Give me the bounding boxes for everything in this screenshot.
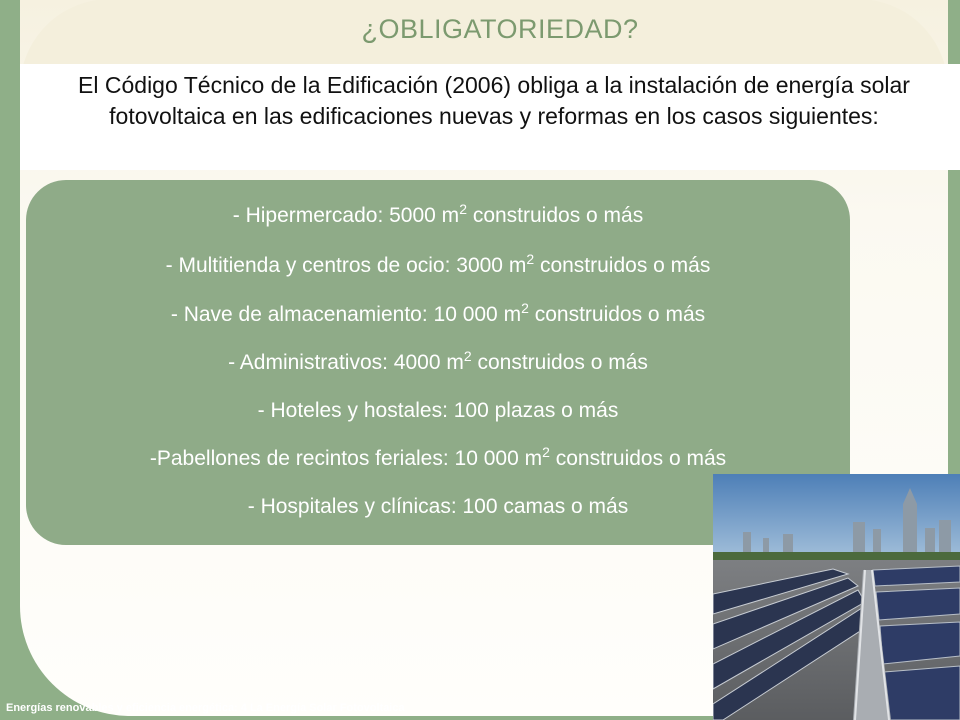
footer-text: Energías renovables y eficiencia energética: 4 La Energía Solar Fotovoltaica — [6, 702, 405, 714]
requirement-item: - Hospitales y clínicas: 100 camas o más — [247, 495, 629, 518]
slide-title: ¿OBLIGATORIEDAD? — [361, 14, 639, 44]
requirement-item: - Multitienda y centros de ocio: 3000 $m^2$ construidos o más — [165, 251, 711, 277]
requirement-item: - Hoteles y hostales: 100 plazas o más — [257, 399, 619, 422]
requirement-item: - Nave de almacenamiento: 10 000 $m^2$ construidos o más — [170, 300, 706, 326]
intro-text: El Código Técnico de la Edificación (2006) obliga a la instalación de energía solar fotovoltaica en las edificaciones nuevas y reformas en los casos siguientes: — [78, 72, 910, 129]
solar-panels-photo — [713, 474, 960, 720]
requirement-item: - Hipermercado: 5000 $m^2$ construidos o más — [232, 201, 644, 227]
requirement-item: -Pabellones de recintos feriales: 10 000 $m^2$ construidos o más — [149, 444, 727, 470]
requirement-item: - Administrativos: 4000 $m^2$ construidos o más — [228, 348, 648, 374]
